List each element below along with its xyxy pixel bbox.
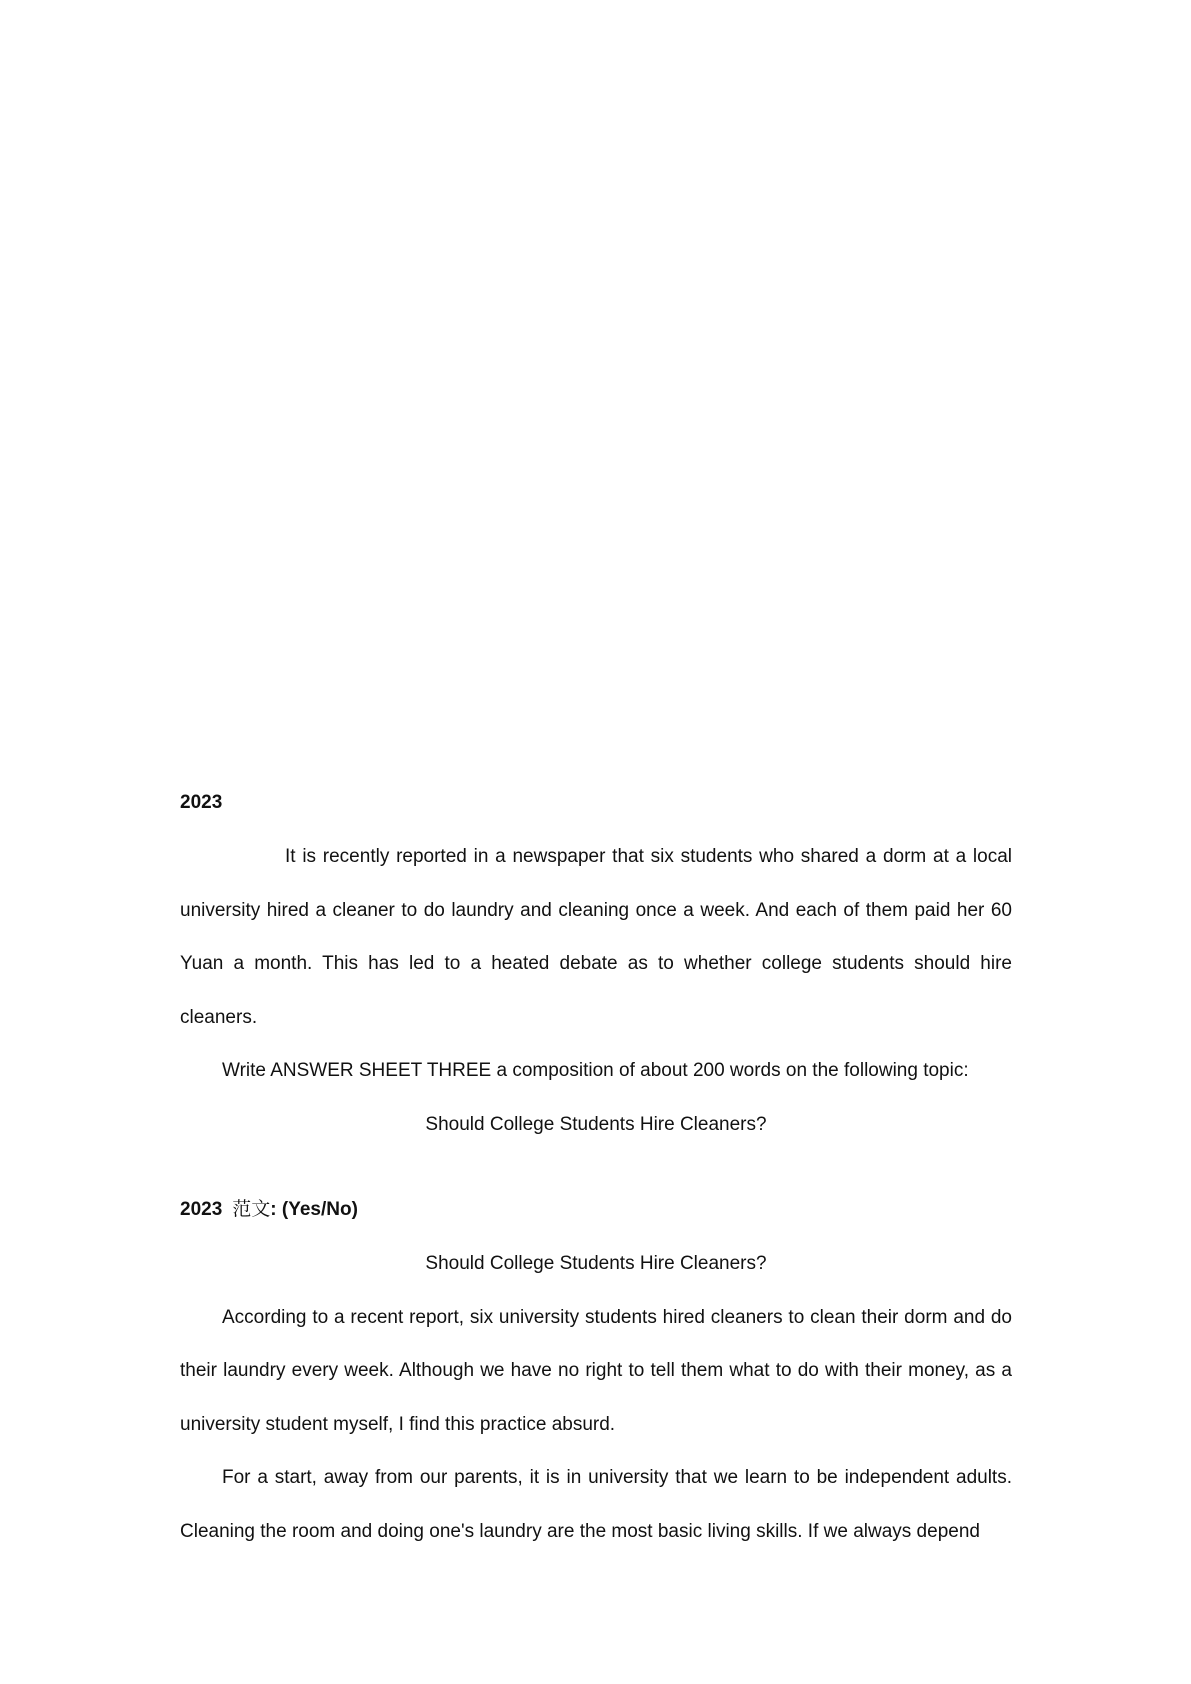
sample-heading — [180, 1183, 1012, 1237]
sample-label-cn: 范文 — [232, 1198, 271, 1220]
prompt-year-heading: 2023 — [180, 792, 223, 813]
sample-label-suffix: : (Yes/No) — [270, 1199, 358, 1220]
section-spacer — [180, 1151, 1012, 1183]
prompt-paragraph: It is recently reported in a newspaper that six students who shared a dorm at a local university hired a cleaner to do laundry and cleaning once a week. And each of them paid her 60 Yuan a month. This has led to a heated debate as to whether college students should hire cleaners. — [180, 846, 1012, 1028]
sample-title: Should College Students Hire Cleaners? — [425, 1253, 767, 1274]
sample-paragraph-1: According to a recent report, six university students hired cleaners to clean their dorm and do their laundry every week. Although we have no right to tell them what to do with their money, as a university student myself, I find this practice absurd. — [180, 1306, 1012, 1435]
prompt-topic: Should College Students Hire Cleaners? — [425, 1113, 767, 1135]
document-body — [180, 776, 1012, 1558]
sample-paragraph-2: For a start, away from our parents, it is in university that we learn to be independent adults. Cleaning the room and doing one's laundry are the most basic living skills. If we always depend — [180, 1467, 1012, 1542]
prompt-instruction: Write ANSWER SHEET THREE a composition of about 200 words on the following topic: — [222, 1060, 969, 1081]
sample-year: 2023 — [180, 1199, 223, 1220]
